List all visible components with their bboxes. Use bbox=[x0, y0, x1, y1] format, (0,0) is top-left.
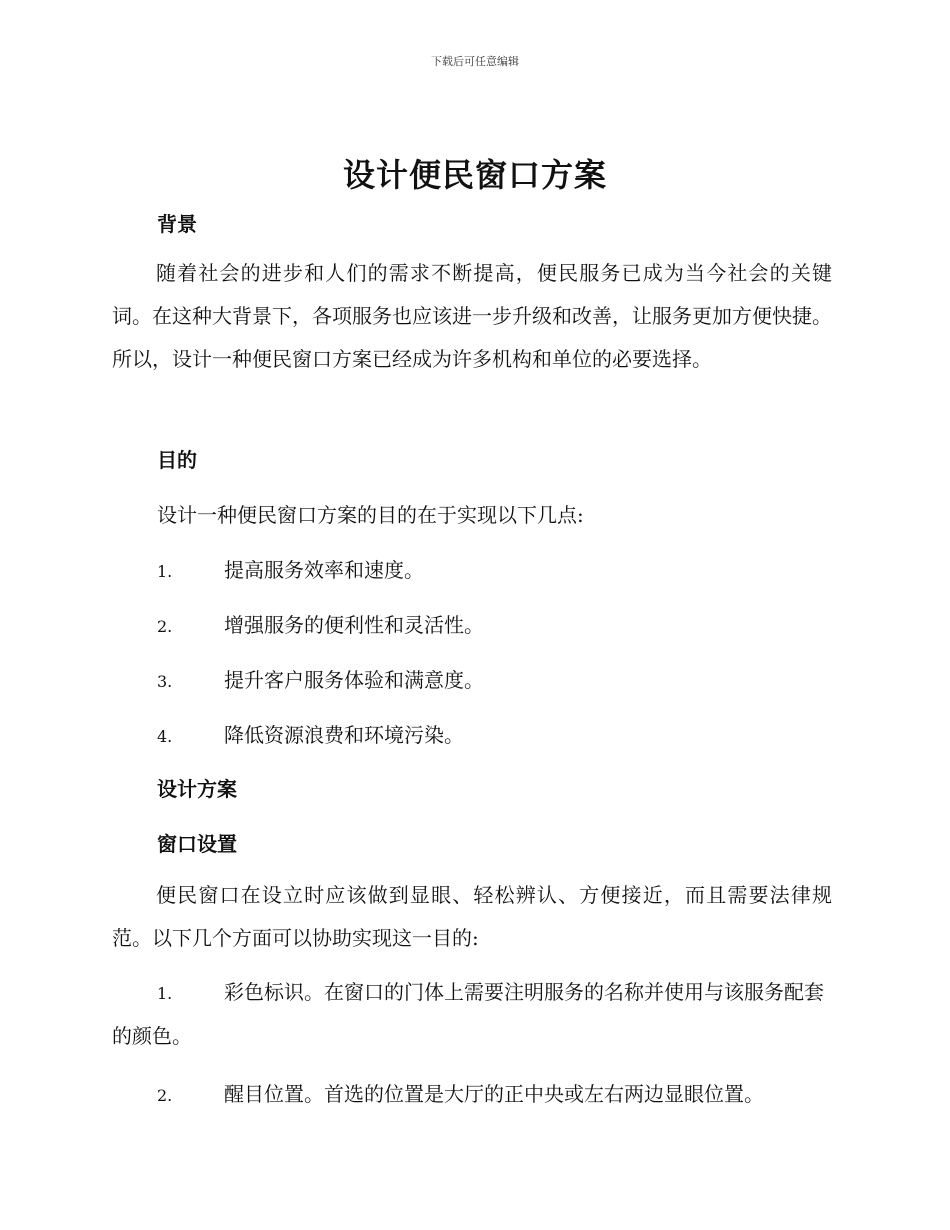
list-item-number: 4. bbox=[157, 727, 173, 746]
list-item-text: 增强服务的便利性和灵活性。 bbox=[224, 613, 484, 637]
heading-background: 背景 bbox=[157, 212, 197, 236]
list-item bbox=[157, 664, 484, 693]
document-title: 设计便民窗口方案 bbox=[342, 156, 607, 194]
list-item-text: 醒目位置。首选的位置是大厅的正中央或左右两边显眼位置。 bbox=[224, 1082, 764, 1106]
heading-purpose: 目的 bbox=[157, 448, 197, 472]
paragraph-window-setup: 便民窗口在设立时应该做到显眼、轻松辨认、方便接近，而且需要法律规范。以下几个方面可以协助实现这一目的: bbox=[112, 883, 832, 950]
list-item-number: 2. bbox=[157, 1086, 173, 1105]
list-item-text: 提升客户服务体验和满意度。 bbox=[224, 668, 484, 692]
list-item-number: 1. bbox=[157, 562, 173, 581]
list-item bbox=[157, 1078, 764, 1107]
list-item bbox=[157, 609, 484, 638]
heading-design: 设计方案 bbox=[157, 777, 237, 801]
list-item bbox=[112, 971, 832, 1058]
list-item bbox=[157, 554, 424, 583]
list-item-text: 降低资源浪费和环境污染。 bbox=[224, 723, 464, 747]
list-item-number: 2. bbox=[157, 617, 173, 636]
list-item-text: 提高服务效率和速度。 bbox=[224, 558, 424, 582]
list-item-number: 3. bbox=[157, 672, 173, 691]
paragraph-purpose-intro: 设计一种便民窗口方案的目的在于实现以下几点: bbox=[157, 503, 584, 527]
list-item bbox=[157, 719, 464, 748]
list-item-text: 彩色标识。在窗口的门体上需要注明服务的名称并使用与该服务配套的颜色。 bbox=[112, 980, 824, 1048]
page-header: 下载后可任意编辑 bbox=[431, 55, 519, 68]
subheading-window-setup: 窗口设置 bbox=[157, 832, 237, 856]
list-item-number: 1. bbox=[157, 984, 173, 1003]
paragraph-background: 随着社会的进步和人们的需求不断提高，便民服务已成为当今社会的关键词。在这种大背景下，各项服务也应该进一步升级和改善，让服务更加方便快捷。所以，设计一种便民窗口方案已经成为许多机构和单位的必要选择。 bbox=[112, 261, 832, 371]
